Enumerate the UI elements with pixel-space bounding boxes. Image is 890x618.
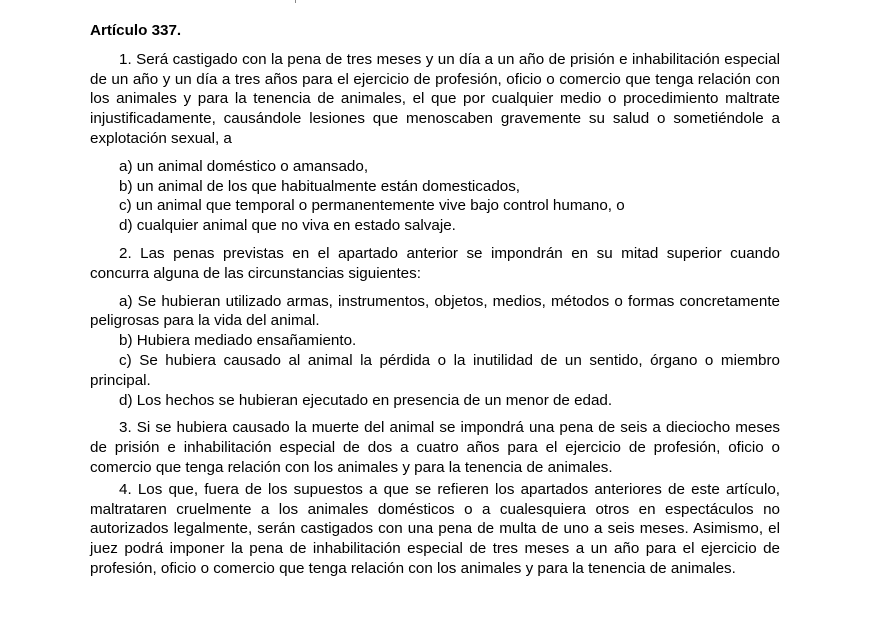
article-title: Artículo 337. (90, 22, 182, 39)
list-2 (90, 292, 780, 411)
list-2-item-c: c) Se hubiera causado al animal la pérdida o la inutilidad de un sentido, órgano o miembro principal. (90, 351, 780, 389)
list-1-item-c: c) un animal que temporal o permanentemente vive bajo control humano, o (119, 197, 625, 215)
paragraph-3: 3. Si se hubiera causado la muerte del animal se impondrá una pena de seis a dieciocho meses de prisión e inhabilitación especial de dos a cuatro años para el ejercicio de profesión, oficio o comercio que tenga relación con los animales y para la tenencia de animales. (90, 419, 780, 476)
paragraph-4: 4. Los que, fuera de los supuestos a que se refieren los apartados anteriores de este artículo, maltrataren cruelmente a los animales domésticos o a cualesquiera otros en espectáculos no autorizados legalmente, serán castigados con una pena de multa de uno a seis meses. Asimismo, el juez podrá imponer la pena de inhabilitación especial de tres meses a un año para el ejercicio de profesión, oficio o comercio que tenga relación con los animales y para la tenencia de animales. (90, 480, 780, 577)
list-1-item-a: a) un animal doméstico o amansado, (119, 157, 369, 175)
list-2-item-a: a) Se hubieran utilizado armas, instrumentos, objetos, medios, métodos o formas concretamente peligrosas para la vida del animal. (90, 292, 780, 330)
list-1-item-b: b) un animal de los que habitualmente están domesticados, (119, 177, 521, 195)
list-2-item-b: b) Hubiera mediado ensañamiento. (119, 332, 357, 350)
paragraph-1: 1. Será castigado con la pena de tres meses y un día a un año de prisión e inhabilitación especial de un año y un día a tres años para el ejercicio de profesión, oficio o comercio que tenga relación con los animales y para la tenencia de animales, el que por cualquier medio o procedimiento maltrate injustificadamente, causándole lesiones que menoscaben gravemente su salud o sometiéndole a explotación sexual, a (90, 50, 780, 147)
page-edge-mark (295, 0, 296, 3)
list-2-item-d: d) Los hechos se hubieran ejecutado en presencia de un menor de edad. (119, 391, 613, 409)
list-1-item-d: d) cualquier animal que no viva en estado salvaje. (119, 217, 456, 235)
list-1 (90, 157, 780, 236)
paragraph-2: 2. Las penas previstas en el apartado anterior se impondrán en su mitad superior cuando concurra alguna de las circunstancias siguientes: (90, 244, 780, 282)
article-document (90, 21, 780, 579)
